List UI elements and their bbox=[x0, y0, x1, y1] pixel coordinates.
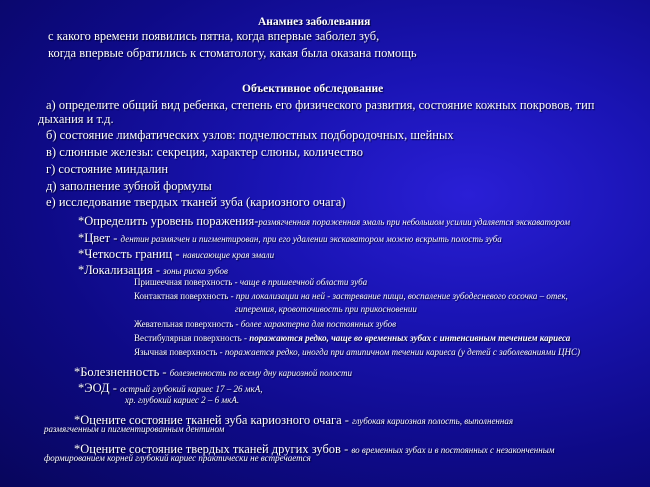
border-value: нависающие края эмали bbox=[182, 250, 275, 260]
vestibular-value: поражаются редко, чаще во временных зубах с интенсивным течением кариеса bbox=[249, 333, 571, 343]
exam-item-d: г) состояние миндалин bbox=[46, 162, 169, 176]
exam-item-a: а) определите общий вид ребенка, степень его физического развития, состояние кожных покровов, тип дыхания и т.д. bbox=[38, 98, 595, 126]
history-line-2: когда впервые обратились к стоматологу, какая была оказана помощь bbox=[48, 46, 417, 60]
other-label: *Оцените состояние твердых тканей других зубов - bbox=[74, 442, 352, 456]
chewing-value: более характерна для постоянных зубов bbox=[240, 319, 397, 329]
chewing-label: Жевательная поверхность - bbox=[134, 319, 241, 329]
vestibular-row bbox=[134, 334, 570, 344]
eod-label: *ЭОД - bbox=[78, 381, 120, 395]
lingual-row bbox=[134, 348, 580, 358]
contact-value: при локализации на ней - застревание пищи, воспаление зубодесневого сосочка – отек, bbox=[235, 291, 568, 301]
border-label: *Четкость границ - bbox=[78, 247, 183, 261]
localization-label: *Локализация - bbox=[78, 263, 164, 277]
vestibular-label: Вестибулярная поверхность - bbox=[134, 333, 250, 343]
eod-row bbox=[78, 379, 262, 397]
level-value: размягченная пораженная эмаль при небольшом усилии удаляется экскаватором bbox=[258, 217, 570, 227]
exam-title: Объективное обследование bbox=[242, 83, 384, 95]
level-label: *Определить уровень поражения- bbox=[78, 214, 259, 228]
localization-value: зоны риска зубов bbox=[163, 266, 228, 276]
chewing-row bbox=[134, 320, 396, 330]
lingual-value: поражается редко, иногда при атипичном течении кариеса (у детей с заболеваниями ЦНС) bbox=[224, 347, 580, 357]
history-title: Анамнез заболевания bbox=[258, 16, 371, 28]
contact-value-2: гиперемия, кровоточивость при прикосновении bbox=[235, 304, 417, 314]
contact-row bbox=[134, 292, 568, 302]
exam-item-f: е) исследование твердых тканей зуба (кариозного очага) bbox=[46, 195, 346, 209]
localization-row bbox=[78, 261, 228, 279]
contact-label: Контактная поверхность - bbox=[134, 291, 236, 301]
exam-item-b: б) состояние лимфатических узлов: подчелюстных подбородочных, шейных bbox=[46, 128, 454, 142]
history-line-1: с какого времени появились пятна, когда впервые заболел зуб, bbox=[48, 29, 380, 43]
focus-value-2: размягченным и пигментированным дентином bbox=[44, 424, 225, 434]
color-row bbox=[78, 229, 502, 247]
pain-label: *Болезненность - bbox=[74, 365, 170, 379]
exam-item-c: в) слюнные железы: секреция, характер слюны, количество bbox=[46, 145, 364, 159]
border-row bbox=[78, 245, 274, 263]
focus-label: *Оцените состояние тканей зуба кариозного очага - bbox=[74, 413, 353, 427]
eod-value-2: хр. глубокий кариес 2 – 6 мкА. bbox=[125, 395, 240, 405]
level-row bbox=[78, 212, 570, 230]
lingual-label: Язычная поверхность - bbox=[134, 347, 225, 357]
exam-item-e: д) заполнение зубной формулы bbox=[46, 179, 212, 193]
cervical-row bbox=[134, 278, 367, 288]
cervical-value: чаще в пришеечной области зуба bbox=[239, 277, 368, 287]
eod-value: острый глубокий кариес 17 – 26 мкА, bbox=[120, 384, 263, 394]
focus-value: глубокая кариозная полость, выполненная bbox=[352, 416, 514, 426]
pain-row bbox=[74, 363, 352, 381]
other-value: во временных зубах и в постоянных с незаконченным bbox=[351, 445, 555, 455]
pain-value: болезненность по всему дну кариозной полости bbox=[169, 368, 352, 378]
color-value: дентин размягчен и пигментирован, при его удалении экскаватором можно вскрыть полость зуба bbox=[120, 234, 502, 244]
other-value-2: формированием корней глубокий кариес практически не встречается bbox=[44, 453, 311, 463]
cervical-label: Пришеечная поверхность - bbox=[134, 277, 240, 287]
color-label: *Цвет - bbox=[78, 231, 121, 245]
